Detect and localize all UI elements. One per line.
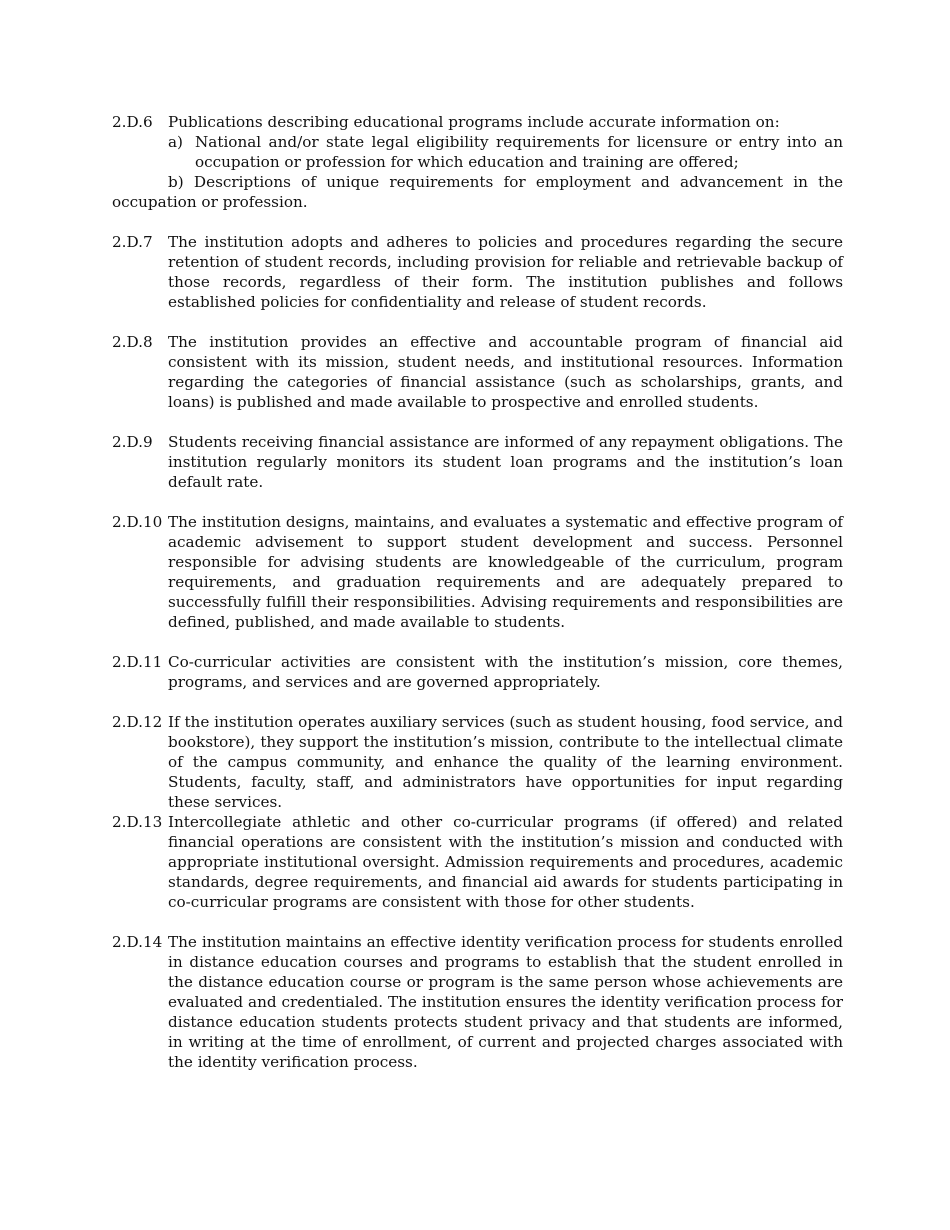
standard-item-2-d-13: [112, 812, 843, 912]
standard-number: 2.D.12: [112, 713, 163, 731]
standard-text: The institution provides an effective and accountable program of financial aid consistent with its mission, student needs, and institutional resources. Information regarding the categories of financial assistance (such as scholarships, grants, and loans) is published and made available to prospective and enrolled students.: [168, 333, 843, 411]
standard-item-2-d-10: [112, 512, 843, 632]
standard-number: 2.D.11: [112, 653, 163, 671]
standard-number: 2.D.14: [112, 933, 163, 951]
standard-text: Co-curricular activities are consistent with the institution’s mission, core themes, programs, and services and are governed appropriately.: [168, 653, 843, 691]
standard-item-2-d-11: [112, 652, 843, 692]
standard-text: The institution adopts and adheres to policies and procedures regarding the secure retention of student records, including provision for reliable and retrievable backup of those records, regardless of their form. The institution publishes and follows established policies for confidentiality and release of student records.: [168, 233, 843, 311]
standard-number: 2.D.6: [112, 113, 153, 131]
standard-item-2-d-7: [112, 232, 843, 312]
standard-item-2-d-6: [112, 112, 843, 212]
standard-number: 2.D.9: [112, 433, 153, 451]
standard-item-2-d-9: [112, 432, 843, 492]
standard-item-2-d-12: [112, 712, 843, 812]
standard-item-2-d-14: [112, 932, 843, 1072]
standard-text: The institution designs, maintains, and evaluates a systematic and effective program of academic advisement to support student development and success. Personnel responsible for advising students are knowledgeable of the curriculum, program requirements, and graduation requirements and are adequately prepared to successfully fulfill their responsibilities. Advising requirements and responsibilities are defined, published, and made available to students.: [168, 513, 843, 631]
standard-number: 2.D.10: [112, 513, 163, 531]
sub-item-a-marker: a): [168, 133, 183, 151]
standard-text: If the institution operates auxiliary services (such as student housing, food service, and bookstore), they support the institution’s mission, contribute to the intellectual climate of the campus community, and enhance the quality of the learning environment. Students, faculty, staff, and administrators have opportunities for input regarding these services.: [168, 713, 843, 811]
standard-text: Intercollegiate athletic and other co-curricular programs (if offered) and related financial operations are consistent with the institution’s mission and conducted with appropriate institutional oversight. Admission requirements and procedures, academic standards, degree requirements, and financial aid awards for students participating in co-curricular programs are consistent with those for other students.: [168, 813, 843, 911]
sub-item-a: [168, 132, 843, 172]
standard-number: 2.D.13: [112, 813, 163, 831]
sub-item-a-text: National and/or state legal eligibility requirements for licensure or entry into an occupation or profession for which education and training are offered;: [195, 133, 843, 171]
standard-number: 2.D.8: [112, 333, 153, 351]
sub-item-b: b) Descriptions of unique requirements for employment and advancement in the occupation or profession.: [112, 173, 843, 211]
standard-item-2-d-8: [112, 332, 843, 412]
standard-number: 2.D.7: [112, 233, 153, 251]
standard-text: Students receiving financial assistance are informed of any repayment obligations. The institution regularly monitors its student loan programs and the institution’s loan default rate.: [168, 433, 843, 491]
standard-text: Publications describing educational programs include accurate information on:: [168, 113, 780, 131]
standard-text: The institution maintains an effective identity verification process for students enrolled in distance education courses and programs to establish that the student enrolled in the distance education course or program is the same person whose achievements are evaluated and credentialed. The institution ensures the identity verification process for distance education students protects student privacy and that students are informed, in writing at the time of enrollment, of current and projected charges associated with the identity verification process.: [168, 933, 843, 1071]
